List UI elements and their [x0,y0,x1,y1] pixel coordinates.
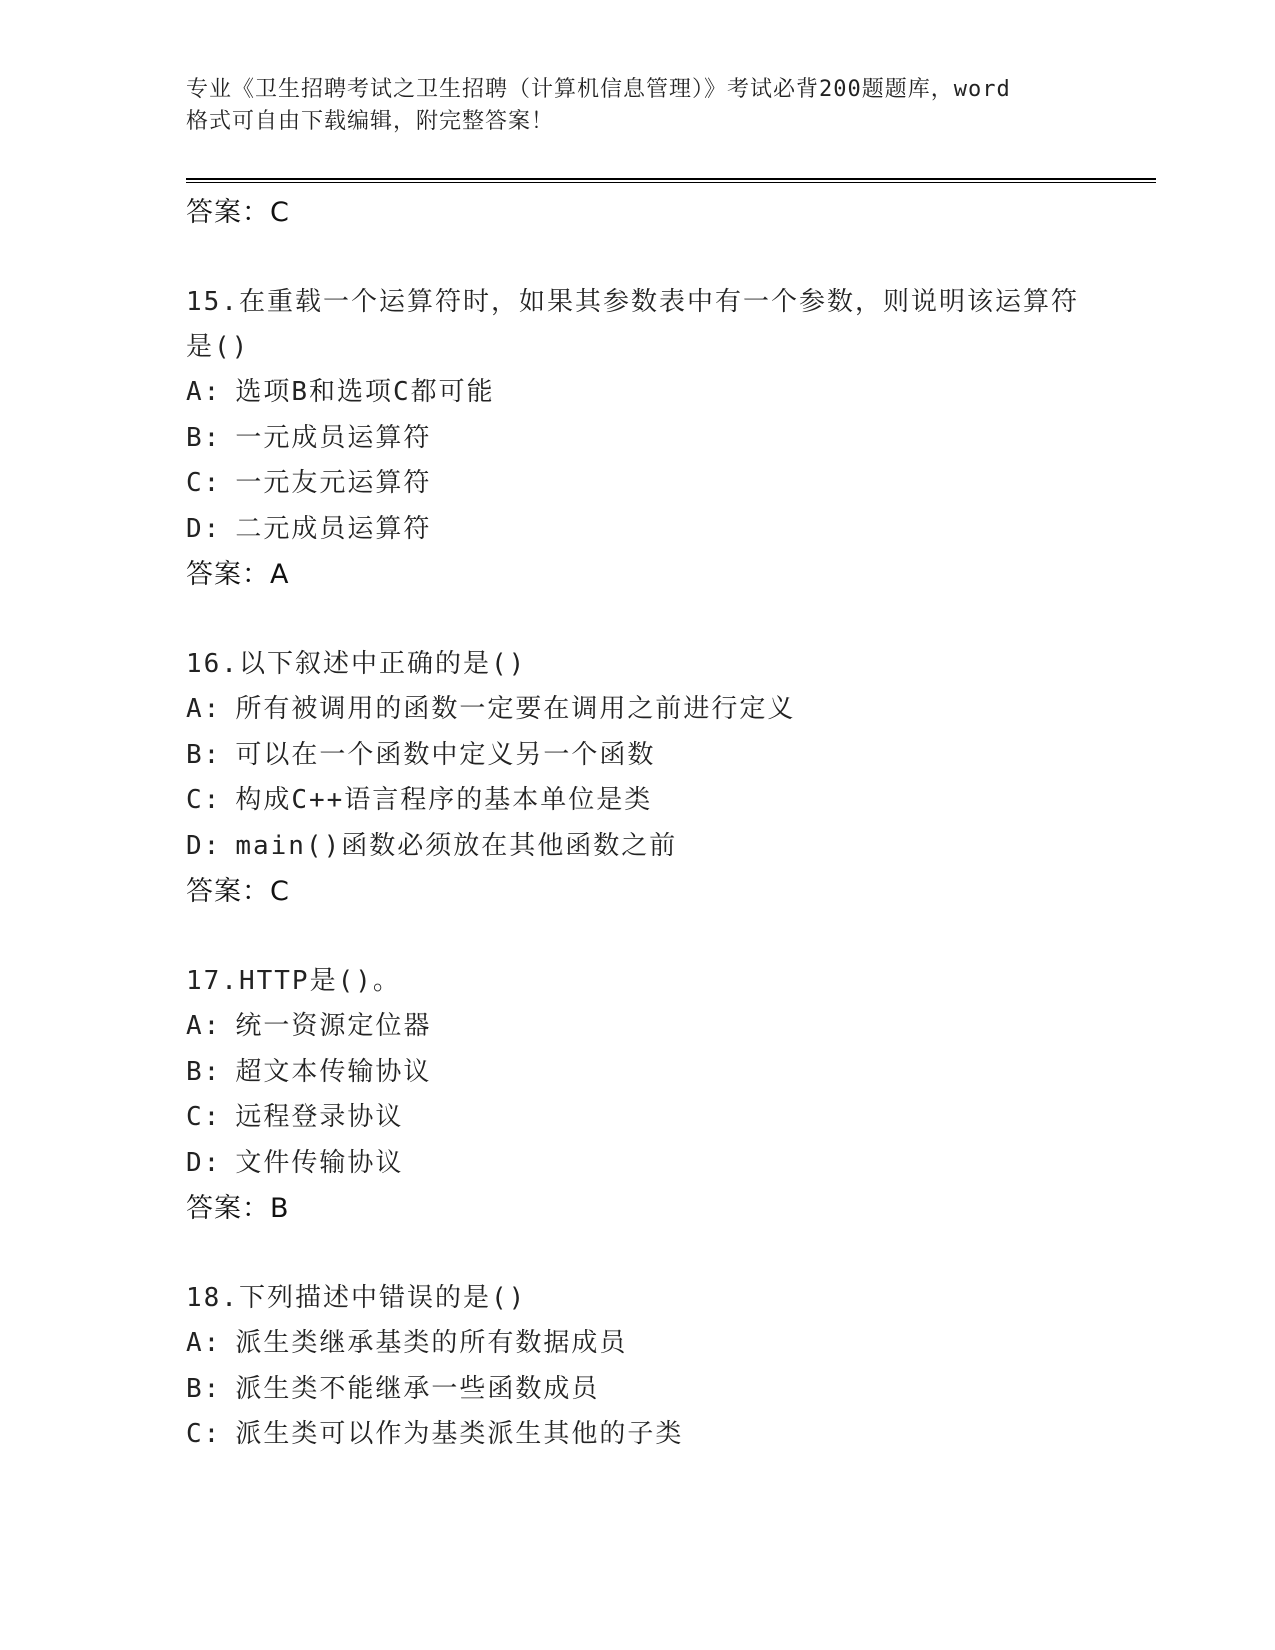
option-text: 二元成员运算符 [235,513,432,544]
question-stem [186,280,1086,370]
option-d [186,824,1086,870]
question-text: 下列描述中错误的是() [238,1283,527,1313]
option-a [186,1004,1086,1050]
option-text: 文件传输协议 [235,1147,404,1178]
answer-line: 答案：C [186,876,290,907]
question-text: 以下叙述中正确的是() [238,649,527,679]
option-letter: D: [186,830,222,861]
question-stem [186,1276,1086,1321]
option-letter: C: [186,1102,222,1132]
option-text: 超文本传输协议 [235,1056,432,1087]
question-16 [186,642,1086,915]
option-text: 所有被调用的函数一定要在调用之前进行定义 [235,694,796,724]
option-letter: D: [186,513,222,544]
option-letter: A: [186,1011,222,1041]
option-text: 远程登录协议 [235,1102,404,1132]
option-c [186,1412,1086,1458]
question-number: 18. [186,1283,239,1313]
question-text: 在重载一个运算符时，如果其参数表中有一个参数，则说明该运算符是() [186,287,1079,362]
option-b [186,416,1086,462]
option-b [186,1050,1086,1096]
option-letter: A: [186,377,222,407]
option-text: main()函数必须放在其他函数之前 [235,830,678,861]
option-letter: C: [186,785,222,815]
option-a [186,1321,1086,1367]
header-divider-thick [186,178,1156,180]
option-a [186,370,1086,416]
question-number: 16. [186,649,239,679]
option-text: 统一资源定位器 [235,1011,432,1041]
option-letter: B: [186,1056,222,1087]
header-line-1: 专业《卫生招聘考试之卫生招聘（计算机信息管理）》考试必背200题题库，word [186,77,1011,102]
option-letter: A: [186,1328,222,1358]
question-18 [186,1276,1086,1458]
header-divider-thin [186,182,1156,183]
option-b [186,1367,1086,1413]
option-letter: D: [186,1147,222,1178]
question-number: 15. [186,287,239,317]
option-text: 一元成员运算符 [235,422,432,453]
option-d [186,1141,1086,1187]
question-15 [186,280,1086,598]
option-text: 派生类可以作为基类派生其他的子类 [235,1419,684,1449]
option-c [186,461,1086,507]
option-b [186,733,1086,779]
question-text: HTTP是()。 [238,966,401,996]
option-text: 选项B和选项C都可能 [235,377,495,407]
question-list [186,190,1086,1502]
option-text: 派生类继承基类的所有数据成员 [235,1328,628,1358]
question-number: 17. [186,966,239,996]
option-text: 构成C++语言程序的基本单位是类 [235,785,653,815]
option-a [186,687,1086,733]
option-text: 派生类不能继承一些函数成员 [235,1373,600,1404]
option-text: 可以在一个函数中定义另一个函数 [235,739,656,770]
document-header [186,74,1086,138]
option-c [186,1095,1086,1141]
answer-line: 答案：A [186,559,290,590]
option-d [186,507,1086,553]
option-text: 一元友元运算符 [235,468,432,498]
option-letter: A: [186,694,222,724]
question-stem [186,642,1086,687]
option-letter: B: [186,739,222,770]
option-letter: B: [186,1373,222,1404]
question-stem [186,959,1086,1004]
option-letter: B: [186,422,222,453]
question-17 [186,959,1086,1232]
option-c [186,778,1086,824]
answer-line: 答案：B [186,1193,290,1224]
option-letter: C: [186,468,222,498]
header-line-2: 格式可自由下载编辑，附完整答案！ [186,109,555,134]
answer-line: 答案：C [186,197,290,228]
option-letter: C: [186,1419,222,1449]
